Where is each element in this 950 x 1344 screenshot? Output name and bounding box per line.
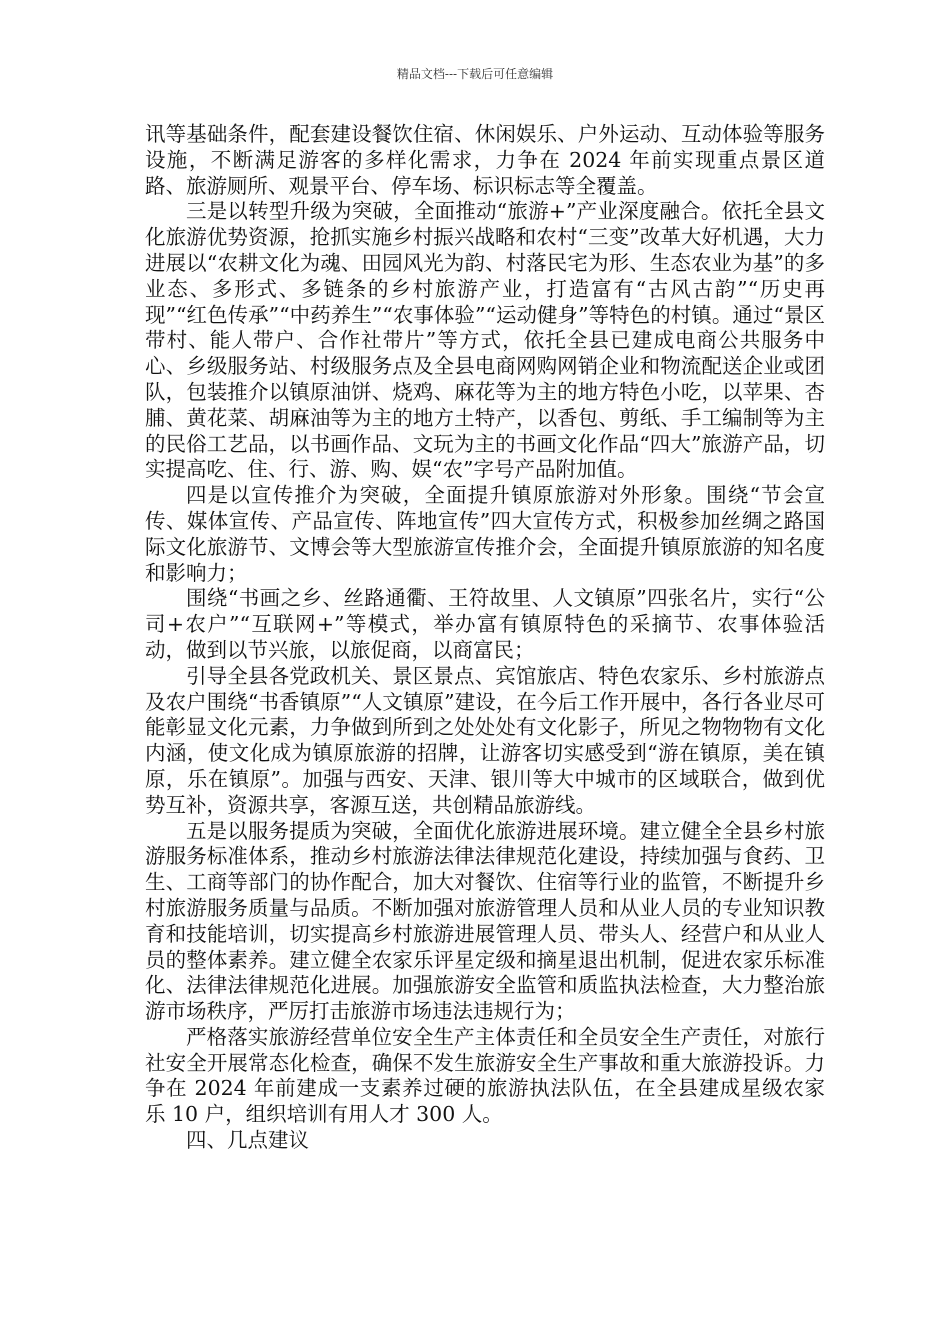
page-header: 精品文档---下载后可任意编辑	[396, 67, 554, 81]
section-heading-suggestions: 四、几点建议	[186, 1128, 309, 1153]
paragraph-tourism-integration: 三是以转型升级为突破，全面推动“旅游+”产业深度融合。依托全县文化旅游优势资源，抢抓实施乡村振兴战略和农村“三变”改革大好机遇，大力进展以“农耕文化为魂、田园风光为韵、村落民宅为形、生态农业为基”的多业态、多形式、多链条的乡村旅游产业，打造富有“古风古韵”“历史再现”“红色传承”“中药养生”“农事体验”“运动健身”等特色的村镇。通过“景区带村、能人带户、合作社带片”等方式，依托全县已建成电商公共服务中心、乡级服务站、村级服务点及全县电商网购网销企业和物流配送企业或团队，包装推介以镇原油饼、烧鸡、麻花等为主的地方特色小吃，以苹果、杏脯、黄花菜、胡麻油等为主的地方土特产，以香包、剪纸、手工编制等为主的民俗工艺品，以书画作品、文玩为主的书画文化作品“四大”旅游产品，切实提高吃、住、行、游、购、娱“农”字号产品附加值。	[145, 199, 825, 482]
paragraph-cultural-elements: 引导全县各党政机关、景区景点、宾馆旅店、特色农家乐、乡村旅游点及农户围绕“书香镇原”“人文镇原”建设，在今后工作开展中，各行各业尽可能彰显文化元素，力争做到所到之处处处有文化影子，所见之物物物有文化内涵，使文化成为镇原旅游的招牌，让游客切实感受到“游在镇原，美在镇原，乐在镇原”。加强与西安、天津、银川等大中城市的区域联合，做到优势互补，资源共享，客源互送，共创精品旅游线。	[145, 663, 825, 817]
paragraph-promotion: 四是以宣传推介为突破，全面提升镇原旅游对外形象。围绕“节会宣传、媒体宣传、产品宣传、阵地宣传”四大宣传方式，积极参加丝绸之路国际文化旅游节、文博会等大型旅游宣传推介会，全面提升镇原旅游的知名度和影响力；	[145, 483, 825, 585]
paragraph-continuation: 讯等基础条件，配套建设餐饮住宿、休闲娱乐、户外运动、互动体验等服务设施，不断满足游客的多样化需求，力争在 2024 年前实现重点景区道路、旅游厕所、观景平台、停车场、标识标志等全覆盖。	[145, 122, 825, 198]
paragraph-service-quality: 五是以服务提质为突破，全面优化旅游进展环境。建立健全全县乡村旅游服务标准体系，推动乡村旅游法律法律规范化建设，持续加强与食药、卫生、工商等部门的协作配合，加大对餐饮、住宿等行业的监管，不断提升乡村旅游服务质量与品质。不断加强对旅游管理人员和从业人员的专业知识教育和技能培训，切实提高乡村旅游进展管理人员、带头人、经营户和从业人员的整体素养。建立健全农家乐评星定级和摘星退出机制，促进农家乐标准化、法律法律规范化进展。加强旅游安全监管和质监执法检查，大力整治旅游市场秩序，严厉打击旅游市场违法违规行为；	[145, 818, 825, 1024]
document-body	[145, 122, 825, 1154]
paragraph-four-cards: 围绕“书画之乡、丝路通衢、王符故里、人文镇原”四张名片，实行“公司+农户”“互联网+”等模式，举办富有镇原特色的采摘节、农事体验活动，做到以节兴旅，以旅促商，以商富民；	[145, 586, 825, 662]
paragraph-safety: 严格落实旅游经营单位安全生产主体责任和全员安全生产责任，对旅行社安全开展常态化检查，确保不发生旅游安全生产事故和重大旅游投诉。力争在 2024 年前建成一支素养过硬的旅游执法队伍，在全县建成星级农家乐 10 户，组织培训有用人才 300 人。	[145, 1024, 825, 1127]
